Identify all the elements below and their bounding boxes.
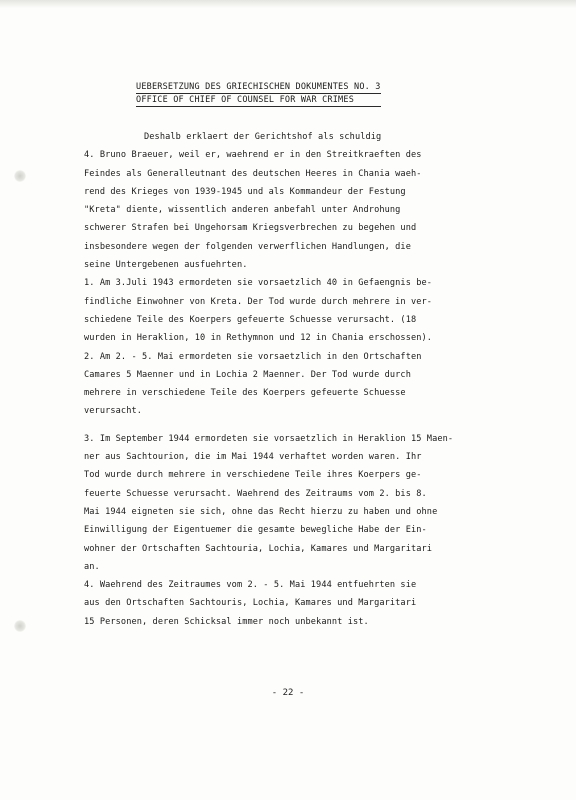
text-line: 15 Personen, deren Schicksal immer noch unbekannt ist. bbox=[84, 616, 369, 627]
text-line: verursacht. bbox=[84, 406, 143, 417]
header-line-1: UEBERSETZUNG DES GRIECHISCHEN DOKUMENTES NO. 3 bbox=[136, 82, 381, 92]
paragraph bbox=[84, 430, 514, 576]
text-line: 3. Im September 1944 ermordeten sie vorsaetzlich in Heraklion 15 Maen- bbox=[84, 433, 454, 444]
text-line: Feindes als Generalleutnant des deutschen Heeres in Chania waeh- bbox=[84, 168, 422, 179]
text-line: an. bbox=[84, 561, 100, 572]
text-line: findliche Einwohner von Kreta. Der Tod wurde durch mehrere in ver- bbox=[84, 296, 433, 307]
text-line: Mai 1944 eigneten sie sich, ohne das Recht hierzu zu haben und ohne bbox=[84, 506, 438, 517]
punch-hole bbox=[14, 170, 26, 182]
text-line: seine Untergebenen ausfuehrten. bbox=[84, 260, 248, 271]
text-line: 1. Am 3.Juli 1943 ermordeten sie vorsaetzlich 40 in Gefaengnis be- bbox=[84, 278, 433, 289]
document-body bbox=[84, 128, 514, 631]
header-line-2: OFFICE OF CHIEF OF COUNSEL FOR WAR CRIMES bbox=[136, 95, 381, 107]
text-line: 4. Bruno Braeuer, weil er, waehrend er in den Streitkraeften des bbox=[84, 150, 422, 161]
text-line: 2. Am 2. - 5. Mai ermordeten sie vorsaetzlich in den Ortschaften bbox=[84, 351, 422, 362]
text-line: wurden in Heraklion, 10 in Rethymnon und 12 in Chania erschossen). bbox=[84, 333, 433, 344]
paragraph bbox=[84, 274, 514, 347]
intro-line: Deshalb erklaert der Gerichtshof als schuldig bbox=[144, 132, 382, 142]
text-line: Einwilligung der Eigentuemer die gesamte bewegliche Habe der Ein- bbox=[84, 525, 427, 536]
paragraph bbox=[84, 146, 514, 274]
text-line: rend des Krieges von 1939-1945 und als Kommandeur der Festung bbox=[84, 186, 406, 197]
page-shadow bbox=[0, 0, 576, 8]
text-line: schwerer Strafen bei Ungehorsam Kriegsverbrechen zu begehen und bbox=[84, 223, 417, 234]
text-line: feuerte Schuesse verursacht. Waehrend des Zeitraums vom 2. bis 8. bbox=[84, 488, 427, 499]
text-line: aus den Ortschaften Sachtouris, Lochia, Kamares und Margaritari bbox=[84, 598, 417, 609]
text-line: insbesondere wegen der folgenden verwerflichen Handlungen, die bbox=[84, 241, 411, 252]
paragraph-gap bbox=[84, 421, 514, 430]
text-line: mehrere in verschiedene Teile des Koerpers gefeuerte Schuesse bbox=[84, 388, 406, 399]
paragraph bbox=[84, 348, 514, 421]
page-number: - 22 - bbox=[271, 688, 305, 698]
document-header bbox=[136, 82, 381, 108]
paragraph bbox=[84, 576, 514, 631]
punch-hole bbox=[14, 620, 26, 632]
text-line: wohner der Ortschaften Sachtouria, Lochia, Kamares und Margaritari bbox=[84, 543, 433, 554]
text-line: Camares 5 Maenner und in Lochia 2 Maenner. Der Tod wurde durch bbox=[84, 369, 411, 380]
text-line: "Kreta" diente, wissentlich anderen anbefahl unter Androhung bbox=[84, 205, 401, 216]
text-line: 4. Waehrend des Zeitraumes vom 2. - 5. Mai 1944 entfuehrten sie bbox=[84, 580, 417, 591]
text-line: schiedene Teile des Koerpers gefeuerte Schuesse verursacht. (18 bbox=[84, 314, 417, 325]
text-line: ner aus Sachtourion, die im Mai 1944 verhaftet worden waren. Ihr bbox=[84, 452, 422, 463]
text-line: Tod wurde durch mehrere in verschiedene Teile ihres Koerpers ge- bbox=[84, 470, 422, 481]
